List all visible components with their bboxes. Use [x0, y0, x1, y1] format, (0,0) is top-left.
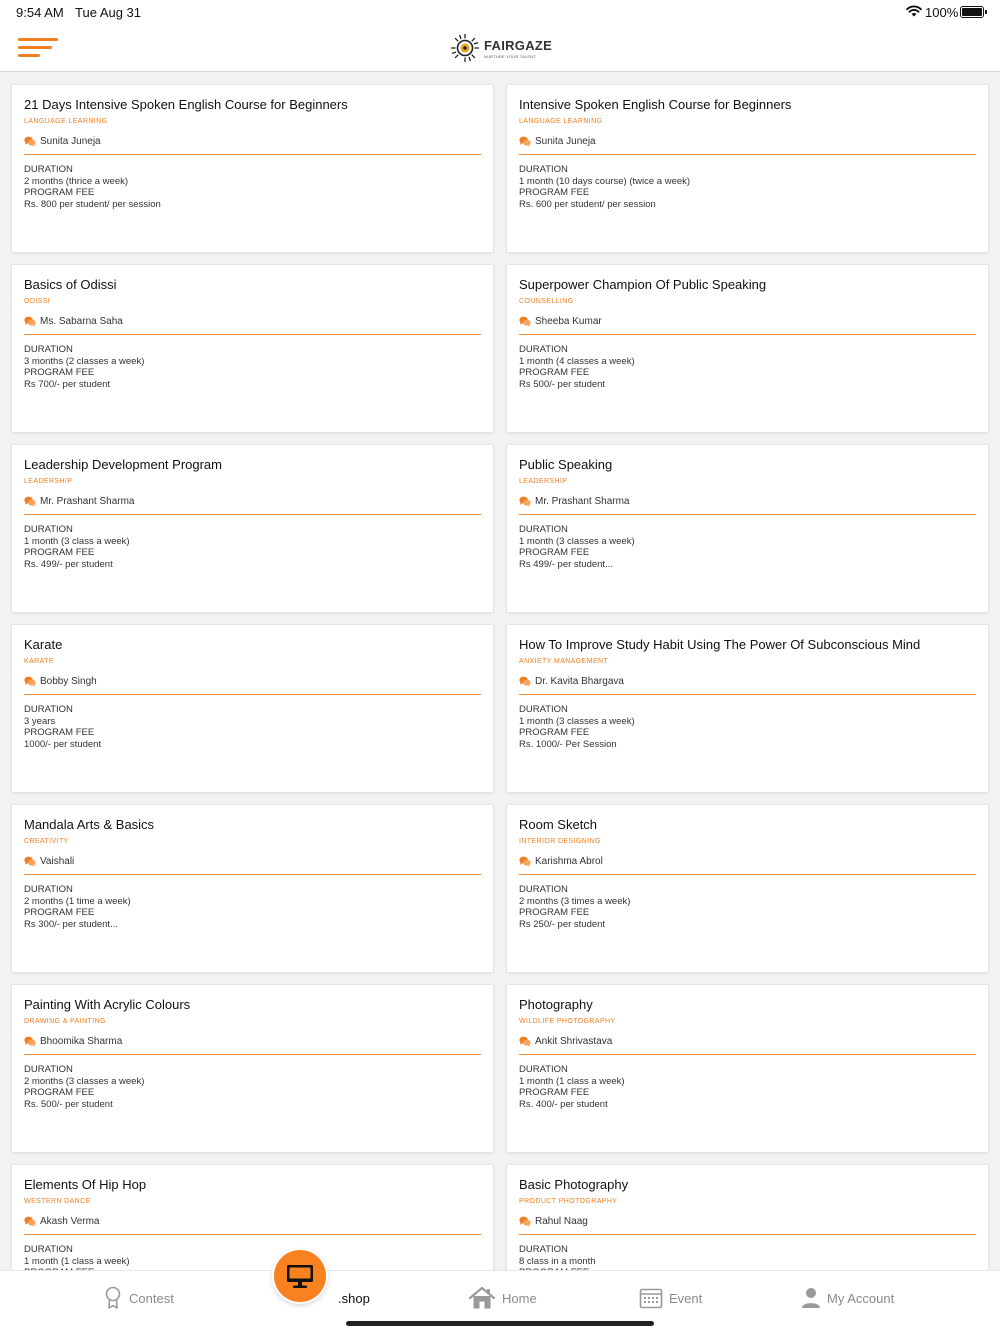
logo-tagline: NURTURE YOUR TALENT: [484, 53, 536, 59]
fee-value: Rs. 500/- per student: [24, 1098, 113, 1110]
duration-label: DURATION: [24, 524, 73, 535]
course-trainer: [24, 494, 481, 508]
tab-my-account[interactable]: [801, 1285, 894, 1311]
status-time: 9:54 AM: [16, 5, 64, 20]
duration-value: 1 month (1 class a week): [24, 1255, 130, 1267]
fee-label: PROGRAM FEE: [24, 187, 95, 198]
fee-label: PROGRAM FEE: [519, 367, 590, 378]
fee-label: PROGRAM FEE: [24, 727, 95, 738]
course-list[interactable]: [0, 73, 1000, 1270]
course-category: WESTERN DANCE: [24, 1198, 91, 1205]
menu-line: [18, 38, 58, 41]
trainer-name: Mr. Prashant Sharma: [40, 495, 135, 507]
monitor-icon: [285, 1263, 315, 1289]
card-divider: [519, 514, 976, 515]
card-divider: [519, 1234, 976, 1235]
course-card[interactable]: [11, 444, 494, 613]
course-card[interactable]: [506, 444, 989, 613]
home-icon: [468, 1286, 496, 1310]
course-trainer: [519, 494, 976, 508]
fee-value: Rs. 499/- per student: [24, 558, 113, 570]
duration-value: 2 months (3 times a week): [519, 895, 631, 907]
course-title: Mandala Arts & Basics: [24, 817, 155, 832]
course-title: Painting With Acrylic Colours: [24, 997, 191, 1012]
trainer-name: Sunita Juneja: [40, 135, 101, 147]
status-date: Tue Aug 31: [75, 5, 142, 20]
chat-bubbles-icon: [519, 1036, 531, 1047]
course-category: LANGUAGE LEARNING: [519, 118, 603, 125]
course-title: Superpower Champion Of Public Speaking: [519, 277, 767, 292]
card-divider: [519, 154, 976, 155]
course-category: LANGUAGE LEARNING: [24, 118, 108, 125]
app-logo: [450, 32, 552, 64]
chat-bubbles-icon: [24, 856, 36, 867]
duration-value: 3 years: [24, 715, 56, 727]
app-header: [0, 24, 1000, 72]
trainer-name: Bhoomika Sharma: [40, 1035, 123, 1047]
tab-shop-label: .shop: [338, 1290, 370, 1306]
user-icon: [801, 1287, 821, 1309]
duration-label: DURATION: [519, 884, 568, 895]
course-card[interactable]: [11, 624, 494, 793]
tab-home[interactable]: [468, 1285, 537, 1311]
trainer-name: Karishma Abrol: [535, 855, 603, 867]
course-trainer: [519, 314, 976, 328]
chat-bubbles-icon: [24, 1216, 36, 1227]
chat-bubbles-icon: [24, 1036, 36, 1047]
course-details: [24, 704, 481, 750]
fee-value: Rs. 800 per student/ per session: [24, 198, 161, 210]
duration-label: DURATION: [519, 344, 568, 355]
card-divider: [24, 1234, 481, 1235]
duration-label: DURATION: [519, 1064, 568, 1075]
course-category: INTERIOR DESIGNING: [519, 838, 601, 845]
duration-label: DURATION: [519, 164, 568, 175]
course-category: LEADERSHIP: [519, 478, 568, 485]
duration-value: 3 months (2 classes a week): [24, 355, 145, 367]
course-category: WILDLIFE PHOTOGRAPHY: [519, 1018, 616, 1025]
course-category: LEADERSHIP: [24, 478, 73, 485]
trainer-name: Dr. Kavita Bhargava: [535, 675, 624, 687]
card-divider: [519, 1054, 976, 1055]
ribbon-award-icon: [103, 1286, 123, 1310]
fee-label: PROGRAM FEE: [519, 547, 590, 558]
fee-value: Rs 499/- per student...: [519, 558, 613, 570]
chat-bubbles-icon: [519, 136, 531, 147]
battery-icon: [960, 6, 984, 18]
fee-label: PROGRAM FEE: [24, 1087, 95, 1098]
tab-event-label: Event: [669, 1290, 703, 1306]
chat-bubbles-icon: [519, 316, 531, 327]
course-category: PRODUCT PHOTOGRAPHY: [519, 1198, 618, 1205]
battery-percent: 100%: [925, 5, 959, 20]
course-trainer: [519, 1214, 976, 1228]
tab-event[interactable]: [639, 1285, 702, 1311]
course-card[interactable]: [11, 804, 494, 973]
shop-fab-button[interactable]: [272, 1248, 328, 1304]
chat-bubbles-icon: [519, 856, 531, 867]
course-title: Leadership Development Program: [24, 457, 222, 472]
course-details: [519, 1064, 976, 1110]
logo-sun-icon: [450, 33, 480, 63]
fee-value: Rs 500/- per student: [519, 378, 606, 390]
fee-value: Rs. 400/- per student: [519, 1098, 608, 1110]
chat-bubbles-icon: [519, 1216, 531, 1227]
duration-value: 1 month (1 class a week): [519, 1075, 625, 1087]
trainer-name: Akash Verma: [40, 1215, 100, 1227]
duration-value: 1 month (4 classes a week): [519, 355, 635, 367]
tab-shop[interactable]: [338, 1285, 370, 1311]
duration-value: 1 month (10 days course) (twice a week): [519, 175, 691, 187]
fee-label: PROGRAM FEE: [519, 727, 590, 738]
course-card[interactable]: [506, 84, 989, 253]
course-title: Public Speaking: [519, 457, 613, 472]
fee-value: Rs. 1000/- Per Session: [519, 738, 617, 750]
card-divider: [24, 154, 481, 155]
course-details: [24, 884, 481, 930]
chat-bubbles-icon: [24, 136, 36, 147]
card-divider: [24, 514, 481, 515]
trainer-name: Vaishali: [40, 855, 75, 867]
fee-label: PROGRAM FEE: [24, 547, 95, 558]
duration-value: 2 months (1 time a week): [24, 895, 131, 907]
course-details: [519, 164, 976, 210]
card-divider: [519, 334, 976, 335]
course-category: ANXIETY MANAGEMENT: [519, 658, 609, 665]
fee-value: Rs. 600 per student/ per session: [519, 198, 656, 210]
trainer-name: Sunita Juneja: [535, 135, 596, 147]
course-title: How To Improve Study Habit Using The Power Of Subconscious Mind: [519, 637, 921, 652]
course-details: [519, 524, 976, 570]
duration-label: DURATION: [24, 1064, 73, 1075]
tab-home-label: Home: [502, 1290, 537, 1306]
card-divider: [24, 694, 481, 695]
menu-line: [18, 46, 52, 49]
fee-label: PROGRAM FEE: [519, 187, 590, 198]
tab-account-label: My Account: [827, 1290, 895, 1306]
chat-bubbles-icon: [519, 496, 531, 507]
trainer-name: Ankit Shrivastava: [535, 1035, 613, 1047]
card-divider: [24, 334, 481, 335]
course-title: Intensive Spoken English Course for Beginners: [519, 97, 792, 112]
card-divider: [24, 874, 481, 875]
course-trainer: [24, 314, 481, 328]
chat-bubbles-icon: [24, 676, 36, 687]
duration-label: DURATION: [24, 1244, 73, 1255]
duration-label: DURATION: [24, 884, 73, 895]
course-title: Karate: [24, 637, 63, 652]
course-category: COUNSELLING: [519, 298, 574, 305]
course-details: [24, 344, 481, 390]
trainer-name: Mr. Prashant Sharma: [535, 495, 630, 507]
menu-line: [18, 54, 40, 57]
fee-label: PROGRAM FEE: [24, 367, 95, 378]
calendar-icon: [639, 1287, 663, 1309]
course-trainer: [519, 674, 976, 688]
tab-contest-label: Contest: [129, 1290, 174, 1306]
duration-value: 1 month (3 class a week): [24, 535, 130, 547]
chat-bubbles-icon: [24, 496, 36, 507]
home-indicator: [346, 1321, 654, 1326]
chat-bubbles-icon: [519, 676, 531, 687]
fee-value: Rs 250/- per student: [519, 918, 606, 930]
duration-value: 8 class in a month: [519, 1255, 596, 1267]
course-card[interactable]: [11, 84, 494, 253]
fee-label: PROGRAM FEE: [24, 907, 95, 918]
course-title: Basics of Odissi: [24, 277, 117, 292]
card-divider: [519, 874, 976, 875]
trainer-name: Bobby Singh: [40, 675, 97, 687]
course-title: Photography: [519, 997, 593, 1012]
course-card[interactable]: [506, 264, 989, 433]
course-trainer: [519, 134, 976, 148]
course-trainer: [24, 674, 481, 688]
wifi-icon: [906, 5, 922, 17]
duration-value: 2 months (thrice a week): [24, 175, 129, 187]
course-grid: [11, 84, 989, 1333]
logo-name: FAIRGAZE: [484, 37, 553, 53]
fee-label: PROGRAM FEE: [519, 1087, 590, 1098]
fee-label: PROGRAM FEE: [519, 907, 590, 918]
status-bar: [0, 0, 1000, 24]
card-divider: [519, 694, 976, 695]
course-title: Basic Photography: [519, 1177, 629, 1192]
chat-bubbles-icon: [24, 316, 36, 327]
course-trainer: [24, 854, 481, 868]
fee-value: Rs 700/- per student: [24, 378, 111, 390]
duration-label: DURATION: [519, 704, 568, 715]
course-trainer: [24, 1214, 481, 1228]
course-card[interactable]: [506, 624, 989, 793]
course-category: ODISSI: [24, 298, 51, 305]
course-card[interactable]: [506, 984, 989, 1153]
course-category: KARATE: [24, 658, 54, 665]
course-details: [24, 524, 481, 570]
course-trainer: [519, 1034, 976, 1048]
trainer-name: Sheeba Kumar: [535, 315, 602, 327]
course-category: CREATIVITY: [24, 838, 69, 845]
menu-button[interactable]: [18, 38, 60, 58]
duration-value: 1 month (3 classes a week): [519, 535, 635, 547]
course-trainer: [24, 1034, 481, 1048]
duration-label: DURATION: [24, 344, 73, 355]
fee-value: Rs 300/- per student...: [24, 918, 118, 930]
course-details: [24, 1064, 481, 1110]
duration-value: 2 months (3 classes a week): [24, 1075, 145, 1087]
course-card[interactable]: [11, 984, 494, 1153]
course-card[interactable]: [11, 264, 494, 433]
course-details: [519, 884, 976, 930]
course-title: Elements Of Hip Hop: [24, 1177, 147, 1192]
course-title: 21 Days Intensive Spoken English Course for Beginners: [24, 97, 348, 112]
duration-label: DURATION: [519, 1244, 568, 1255]
duration-value: 1 month (3 classes a week): [519, 715, 635, 727]
course-details: [519, 344, 976, 390]
course-card[interactable]: [506, 804, 989, 973]
course-details: [519, 704, 976, 750]
duration-label: DURATION: [24, 704, 73, 715]
duration-label: DURATION: [24, 164, 73, 175]
course-trainer: [24, 134, 481, 148]
course-trainer: [519, 854, 976, 868]
card-divider: [24, 1054, 481, 1055]
trainer-name: Rahul Naag: [535, 1215, 588, 1227]
trainer-name: Ms. Sabarna Saha: [40, 315, 123, 327]
tab-contest[interactable]: [103, 1285, 174, 1311]
duration-label: DURATION: [519, 524, 568, 535]
fee-value: 1000/- per student: [24, 738, 102, 750]
course-title: Room Sketch: [519, 817, 598, 832]
course-details: [24, 164, 481, 210]
course-category: DRAWING & PAINTING: [24, 1018, 106, 1025]
